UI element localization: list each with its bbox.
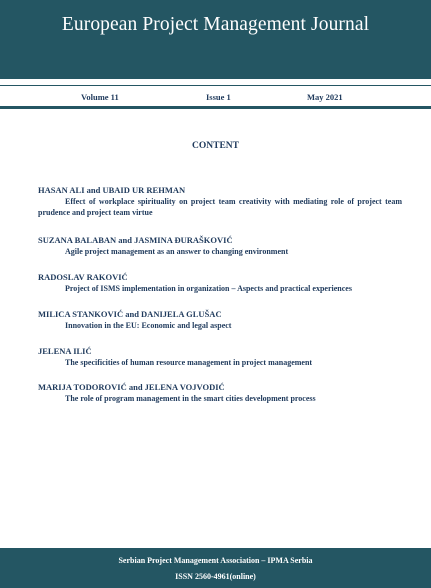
info-bar-rule [0,85,431,86]
article-title: Innovation in the EU: Economic and legal aspect [65,321,232,330]
article-entry [38,382,402,405]
issue-label: Issue 1 [206,92,231,102]
issue-date: May 2021 [307,92,343,102]
issue-info-bar [0,79,431,109]
article-authors: RADOSLAV RAKOVIĆ [38,272,128,282]
content-heading: CONTENT [192,141,239,151]
article-authors: SUZANA BALABAN and JASMINA ĐURAŠKOVIĆ [38,235,233,245]
publisher-name: Serbian Project Management Association – IPMA Serbia [118,556,313,565]
article-authors: MARIJA TODOROVIĆ and JELENA VOJVODIĆ [38,382,225,392]
article-authors: JELENA ILIĆ [38,346,92,356]
article-title: Agile project management as an answer to changing environment [65,247,289,256]
article-title: The role of program management in the smart cities development process [65,394,316,403]
article-entry [38,346,402,369]
article-title: Effect of workplace spirituality on project team creativity with mediating role of project team prudence and project team virtue [38,197,402,217]
volume-label: Volume 11 [81,92,119,102]
journal-title: European Project Management Journal [61,14,370,35]
article-authors: HASAN ALI and UBAID UR REHMAN [38,185,186,195]
article-entry [38,309,402,332]
article-title: Project of ISMS implementation in organization – Aspects and practical experiences [65,284,352,293]
article-entry [38,185,402,218]
article-entry [38,235,402,258]
article-entry [38,272,402,295]
cover-footer [0,548,431,588]
article-authors: MILICA STANKOVIĆ and DANIJELA GLUŠAC [38,309,222,319]
issn-label: ISSN 2560-4961(online) [175,572,256,581]
cover-header [0,0,431,79]
article-title: The specificities of human resource management in project management [65,358,313,367]
